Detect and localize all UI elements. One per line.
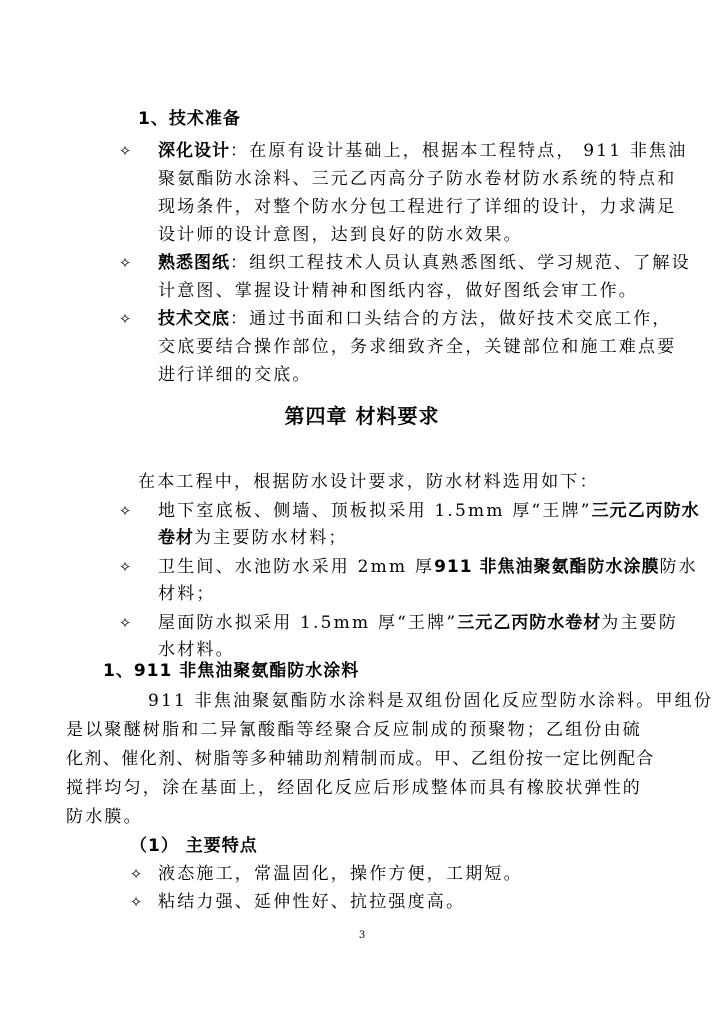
item-briefing-line1: 技术交底：通过书面和口头结合的方法，做好技术交底工作， — [158, 309, 672, 329]
item-briefing-line3: 进行详细的交底。 — [158, 365, 312, 385]
chapter-title: 第四章 材料要求 — [284, 404, 440, 428]
paragraph-line1: 911 非焦油聚氨酯防水涂料是双组份固化反应型防水涂料。甲组份 — [148, 691, 714, 711]
material-item3-line1: 屋面防水拟采用 1.5mm 厚“王牌”三元乙丙防水卷材为主要防 — [158, 613, 679, 633]
item-briefing-label: 技术交底 — [158, 309, 230, 329]
feature-2: 粘结力强、延伸性好、抗拉强度高。 — [158, 892, 466, 912]
item-briefing-line2: 交底要结合操作部位，务求细致齐全，关键部位和施工难点要 — [158, 337, 677, 357]
page-number: 3 — [358, 930, 366, 941]
bullet-icon: ✧ — [118, 558, 132, 576]
sub-heading: （1） 主要特点 — [130, 836, 258, 856]
item-design-line4: 设计师的设计意图，达到良好的防水效果。 — [158, 225, 523, 245]
item-drawings-label: 熟悉图纸 — [158, 253, 230, 273]
material-item2-line2: 材料； — [158, 584, 216, 604]
bullet-icon: ✧ — [129, 893, 143, 911]
material-item2-line1: 卫生间、水池防水采用 2mm 厚911 非焦油聚氨酯防水涂膜防水 — [158, 557, 698, 577]
section2-heading: 1、911 非焦油聚氨酯防水涂料 — [103, 661, 360, 681]
bullet-icon: ✧ — [118, 502, 132, 520]
materials-intro: 在本工程中，根据防水设计要求，防水材料选用如下： — [138, 472, 599, 492]
paragraph-line5: 防水膜。 — [66, 807, 143, 827]
material-item1-line1: 地下室底板、侧墙、顶板拟采用 1.5mm 厚“王牌”三元乙丙防水 — [158, 501, 700, 521]
section1-heading: 1、技术准备 — [138, 109, 241, 129]
bullet-icon: ✧ — [118, 142, 132, 160]
feature-1: 液态施工，常温固化，操作方便，工期短。 — [158, 864, 523, 884]
material-item3-line2: 水材料。 — [158, 640, 235, 660]
paragraph-line4: 搅拌均匀，涂在基面上，经固化反应后形成整体而具有橡胶状弹性的 — [66, 778, 642, 798]
item-design-label: 深化设计 — [158, 141, 230, 161]
item-drawings-line1: 熟悉图纸：组织工程技术人员认真熟悉图纸、学习规范、了解设 — [158, 253, 691, 273]
item-design-line2: 聚氨酯防水涂料、三元乙丙高分子防水卷材防水系统的特点和 — [158, 169, 677, 189]
bullet-icon: ✧ — [118, 614, 132, 632]
item-drawings-line2: 计意图、掌握设计精神和图纸内容，做好图纸会审工作。 — [158, 281, 638, 301]
item-design-line3: 现场条件，对整个防水分包工程进行了详细的设计，力求满足 — [158, 197, 677, 217]
bullet-icon: ✧ — [129, 865, 143, 883]
bullet-icon: ✧ — [118, 310, 132, 328]
bullet-icon: ✧ — [118, 254, 132, 272]
item-design-line1: 深化设计：在原有设计基础上，根据本工程特点， 911 非焦油 — [158, 141, 688, 161]
paragraph-line3: 化剂、催化剂、树脂等多种辅助剂精制而成。甲、乙组份按一定比例配合 — [66, 749, 655, 769]
paragraph-line2: 是以聚醚树脂和二异氰酸酯等经聚合反应制成的预聚物；乙组份由硫 — [66, 720, 642, 740]
material-item1-line2: 卷材为主要防水材料； — [158, 528, 348, 548]
